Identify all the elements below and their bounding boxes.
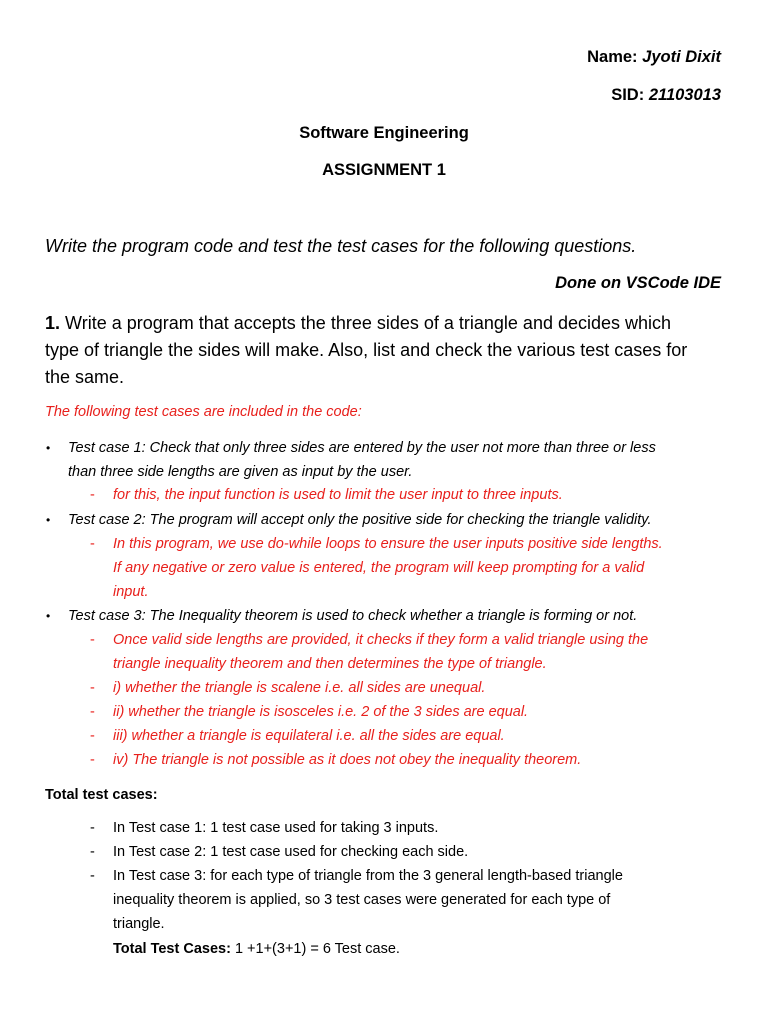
tc2-note-line-2: If any negative or zero value is entered, the program will keep prompting for a valid xyxy=(113,560,645,576)
tc3-note-line-1: Once valid side lengths are provided, it checks if they form a valid triangle using the xyxy=(113,632,649,648)
sid-label: SID: xyxy=(611,86,645,104)
tc3-item: iii) whether a triangle is equilateral i.e. all the sides are equal. xyxy=(113,728,505,744)
total-item-2: In Test case 2: 1 test case used for checking each side. xyxy=(113,844,469,860)
question-line-3: the same. xyxy=(45,367,125,387)
course-title: Software Engineering xyxy=(299,124,469,142)
total-summary xyxy=(113,941,400,957)
total-summary-value: 1 +1+(3+1) = 6 Test case. xyxy=(234,941,400,957)
question-number: 1. xyxy=(45,313,61,333)
tc2-note-line-1: In this program, we use do-while loops to ensure the user inputs positive side lengths. xyxy=(113,536,663,552)
tc3-line: Test case 3: The Inequality theorem is used to check whether a triangle is forming or not. xyxy=(68,608,638,624)
included-heading: The following test cases are included in the code: xyxy=(45,404,362,420)
total-item-3-line-1: In Test case 3: for each type of triangle from the 3 general length-based triangle xyxy=(113,868,623,884)
dash-icon: - xyxy=(90,752,95,768)
question-line-2: type of triangle the sides will make. Also, list and check the various test cases for xyxy=(45,340,688,360)
tc2-note-line-3: input. xyxy=(113,584,149,600)
tc2-line: Test case 2: The program will accept only the positive side for checking the triangle validity. xyxy=(68,512,652,528)
total-item-3-line-3: triangle. xyxy=(113,916,165,932)
assignment-title: ASSIGNMENT 1 xyxy=(322,161,446,179)
tc1-note: for this, the input function is used to limit the user input to three inputs. xyxy=(113,487,563,503)
tc3-item: i) whether the triangle is scalene i.e. all sides are unequal. xyxy=(113,680,486,696)
total-item-1: In Test case 1: 1 test case used for taking 3 inputs. xyxy=(113,820,439,836)
dash-icon: - xyxy=(90,632,95,648)
name-line xyxy=(587,48,721,67)
dash-icon: - xyxy=(90,728,95,744)
question-line-1 xyxy=(45,313,671,334)
dash-icon: - xyxy=(90,487,95,503)
dash-icon: - xyxy=(90,704,95,720)
tc3-note-line-2: triangle inequality theorem and then determines the type of triangle. xyxy=(113,656,547,672)
total-summary-label: Total Test Cases: xyxy=(113,941,231,957)
tc3-item: ii) whether the triangle is isosceles i.e. 2 of the 3 sides are equal. xyxy=(113,704,529,720)
bullet-icon: • xyxy=(46,609,51,623)
name-value: Jyoti Dixit xyxy=(642,48,721,66)
bullet-icon: • xyxy=(46,513,51,527)
dash-icon: - xyxy=(90,820,95,836)
sid-line xyxy=(611,86,721,105)
total-item-3-line-2: inequality theorem is applied, so 3 test cases were generated for each type of xyxy=(113,892,611,908)
total-heading: Total test cases: xyxy=(45,787,158,803)
sid-value: 21103013 xyxy=(648,86,721,104)
tc1-line-1: Test case 1: Check that only three sides are entered by the user not more than three or less xyxy=(68,440,656,456)
bullet-icon: • xyxy=(46,441,51,455)
intro-text: Write the program code and test the test cases for the following questions. xyxy=(45,236,637,256)
done-on-text: Done on VSCode IDE xyxy=(555,274,721,292)
name-label: Name: xyxy=(587,48,638,66)
dash-icon: - xyxy=(90,536,95,552)
dash-icon: - xyxy=(90,844,95,860)
question-text-1: Write a program that accepts the three sides of a triangle and decides which xyxy=(65,313,672,333)
dash-icon: - xyxy=(90,680,95,696)
tc1-line-2: than three side lengths are given as input by the user. xyxy=(68,464,413,480)
dash-icon: - xyxy=(90,868,95,884)
tc3-item: iv) The triangle is not possible as it does not obey the inequality theorem. xyxy=(113,752,582,768)
